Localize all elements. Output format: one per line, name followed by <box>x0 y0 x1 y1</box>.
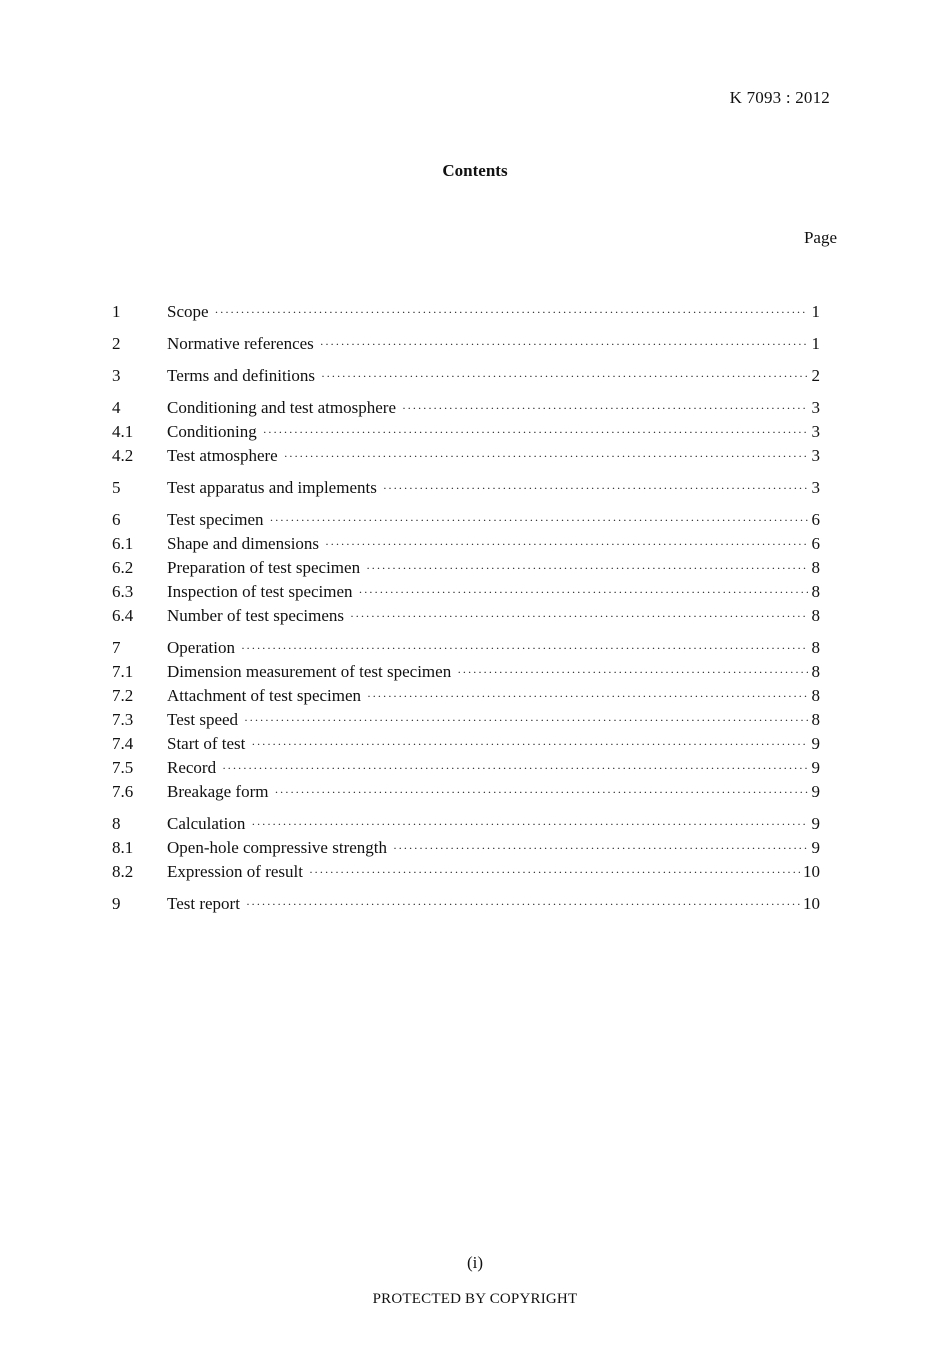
toc-entry-title: Start of test <box>167 734 246 753</box>
toc-entry-title: Test apparatus and implements <box>167 478 377 497</box>
toc-dot-leader <box>222 756 808 780</box>
toc-entry[interactable] <box>112 892 820 916</box>
toc-entry-page: 9 <box>811 814 820 833</box>
toc-entry[interactable] <box>112 420 820 444</box>
toc-entry[interactable] <box>112 860 820 884</box>
toc-entry-number: 7.1 <box>112 662 134 681</box>
toc-entry-title: Test speed <box>167 710 239 729</box>
toc-entry-page: 10 <box>803 862 820 881</box>
toc-group <box>112 476 820 500</box>
toc-group <box>112 636 820 804</box>
toc-entry-number: 4.2 <box>112 446 134 465</box>
standard-number: K 7093 : 2012 <box>729 88 830 107</box>
toc-entry-title: Number of test specimens <box>167 606 345 625</box>
toc-dot-leader <box>244 708 808 732</box>
toc-entry-page: 1 <box>811 302 820 321</box>
toc-entry-title: Inspection of test specimen <box>167 582 353 601</box>
toc-dot-leader <box>320 332 808 356</box>
toc-group <box>112 396 820 468</box>
copyright-notice: PROTECTED BY COPYRIGHT <box>372 1291 578 1307</box>
toc-dot-leader <box>366 556 808 580</box>
toc-entry-page: 8 <box>811 638 820 657</box>
toc-entry-number: 7.3 <box>112 710 134 729</box>
toc-entry-title: Scope <box>167 302 209 321</box>
toc-entry[interactable] <box>112 300 820 324</box>
toc-entry[interactable] <box>112 836 820 860</box>
toc-dot-leader <box>241 636 808 660</box>
toc-entry-number: 6.4 <box>112 606 134 625</box>
toc-dot-leader <box>263 420 808 444</box>
toc-entry[interactable] <box>112 708 820 732</box>
toc-dot-leader <box>402 396 808 420</box>
toc-dot-leader <box>367 684 808 708</box>
toc-entry[interactable] <box>112 604 820 628</box>
toc-entry-page: 8 <box>811 606 820 625</box>
toc-entry-page: 1 <box>811 334 820 353</box>
toc-entry-page: 8 <box>811 662 820 681</box>
toc-group <box>112 508 820 628</box>
toc-dot-leader <box>270 508 808 532</box>
toc-entry-number: 1 <box>112 302 121 321</box>
toc-entry-number: 6.3 <box>112 582 134 601</box>
toc-entry-title: Conditioning and test atmosphere <box>167 398 396 417</box>
toc-entry-number: 6.1 <box>112 534 134 553</box>
toc-entry[interactable] <box>112 812 820 836</box>
toc-entry-number: 7.4 <box>112 734 134 753</box>
toc-entry-title: Preparation of test specimen <box>167 558 361 577</box>
table-of-contents <box>112 300 820 924</box>
toc-entry-page: 10 <box>803 894 820 913</box>
toc-entry-title: Calculation <box>167 814 246 833</box>
toc-entry-page: 3 <box>811 422 820 441</box>
toc-entry-number: 3 <box>112 366 121 385</box>
toc-entry[interactable] <box>112 476 820 500</box>
toc-dot-leader <box>393 836 808 860</box>
toc-group <box>112 332 820 356</box>
toc-group <box>112 812 820 884</box>
toc-entry[interactable] <box>112 444 820 468</box>
toc-entry[interactable] <box>112 364 820 388</box>
toc-dot-leader <box>215 300 808 324</box>
toc-entry-page: 3 <box>811 398 820 417</box>
toc-dot-leader <box>284 444 808 468</box>
toc-entry-title: Dimension measurement of test specimen <box>167 662 452 681</box>
toc-entry-number: 5 <box>112 478 121 497</box>
toc-entry[interactable] <box>112 556 820 580</box>
toc-entry-number: 7 <box>112 638 121 657</box>
toc-dot-leader <box>274 780 808 804</box>
toc-entry[interactable] <box>112 732 820 756</box>
toc-entry-title: Open-hole compressive strength <box>167 838 387 857</box>
page-column-label: Page <box>803 228 837 247</box>
toc-entry-number: 7.5 <box>112 758 134 777</box>
toc-group <box>112 892 820 916</box>
toc-entry-number: 8.2 <box>112 862 134 881</box>
toc-entry[interactable] <box>112 756 820 780</box>
toc-dot-leader <box>251 812 808 836</box>
contents-title: Contents <box>442 161 508 180</box>
toc-entry[interactable] <box>112 508 820 532</box>
toc-entry-page: 2 <box>811 366 820 385</box>
toc-entry[interactable] <box>112 636 820 660</box>
toc-entry-page: 9 <box>811 782 820 801</box>
toc-dot-leader <box>309 860 800 884</box>
toc-group <box>112 364 820 388</box>
toc-entry[interactable] <box>112 532 820 556</box>
toc-entry-page: 3 <box>811 478 820 497</box>
toc-entry-page: 6 <box>811 534 820 553</box>
toc-entry-title: Terms and definitions <box>167 366 316 385</box>
toc-entry-page: 9 <box>811 734 820 753</box>
toc-entry-title: Conditioning <box>167 422 257 441</box>
toc-entry[interactable] <box>112 684 820 708</box>
toc-entry-title: Expression of result <box>167 862 303 881</box>
toc-entry-page: 8 <box>811 686 820 705</box>
toc-entry-page: 9 <box>811 758 820 777</box>
toc-entry-number: 4.1 <box>112 422 134 441</box>
toc-entry-number: 7.2 <box>112 686 134 705</box>
toc-entry-number: 4 <box>112 398 121 417</box>
toc-dot-leader <box>321 364 808 388</box>
toc-entry[interactable] <box>112 396 820 420</box>
toc-entry-title: Record <box>167 758 217 777</box>
toc-entry-number: 2 <box>112 334 121 353</box>
toc-entry-number: 6.2 <box>112 558 134 577</box>
toc-dot-leader <box>457 660 808 684</box>
toc-dot-leader <box>359 580 808 604</box>
toc-entry-title: Shape and dimensions <box>167 534 320 553</box>
toc-entry[interactable] <box>112 780 820 804</box>
toc-group <box>112 300 820 324</box>
toc-dot-leader <box>383 476 808 500</box>
toc-entry-title: Operation <box>167 638 235 657</box>
toc-entry-title: Test report <box>167 894 240 913</box>
toc-entry-title: Normative references <box>167 334 314 353</box>
toc-dot-leader <box>246 892 800 916</box>
toc-entry-page: 3 <box>811 446 820 465</box>
toc-entry-number: 8.1 <box>112 838 134 857</box>
toc-entry-title: Attachment of test specimen <box>167 686 362 705</box>
toc-dot-leader <box>350 604 808 628</box>
toc-entry[interactable] <box>112 580 820 604</box>
toc-entry-page: 8 <box>811 582 820 601</box>
toc-entry-page: 8 <box>811 558 820 577</box>
toc-entry-title: Test specimen <box>167 510 264 529</box>
toc-entry-number: 8 <box>112 814 121 833</box>
toc-entry-page: 8 <box>811 710 820 729</box>
toc-entry-title: Test atmosphere <box>167 446 278 465</box>
toc-dot-leader <box>251 732 808 756</box>
toc-entry[interactable] <box>112 660 820 684</box>
toc-entry-page: 9 <box>811 838 820 857</box>
toc-entry-page: 6 <box>811 510 820 529</box>
page-number: (i) <box>466 1253 484 1272</box>
toc-dot-leader <box>325 532 808 556</box>
toc-entry-number: 6 <box>112 510 121 529</box>
toc-entry-number: 7.6 <box>112 782 134 801</box>
toc-entry[interactable] <box>112 332 820 356</box>
toc-entry-title: Breakage form <box>167 782 269 801</box>
toc-entry-number: 9 <box>112 894 121 913</box>
